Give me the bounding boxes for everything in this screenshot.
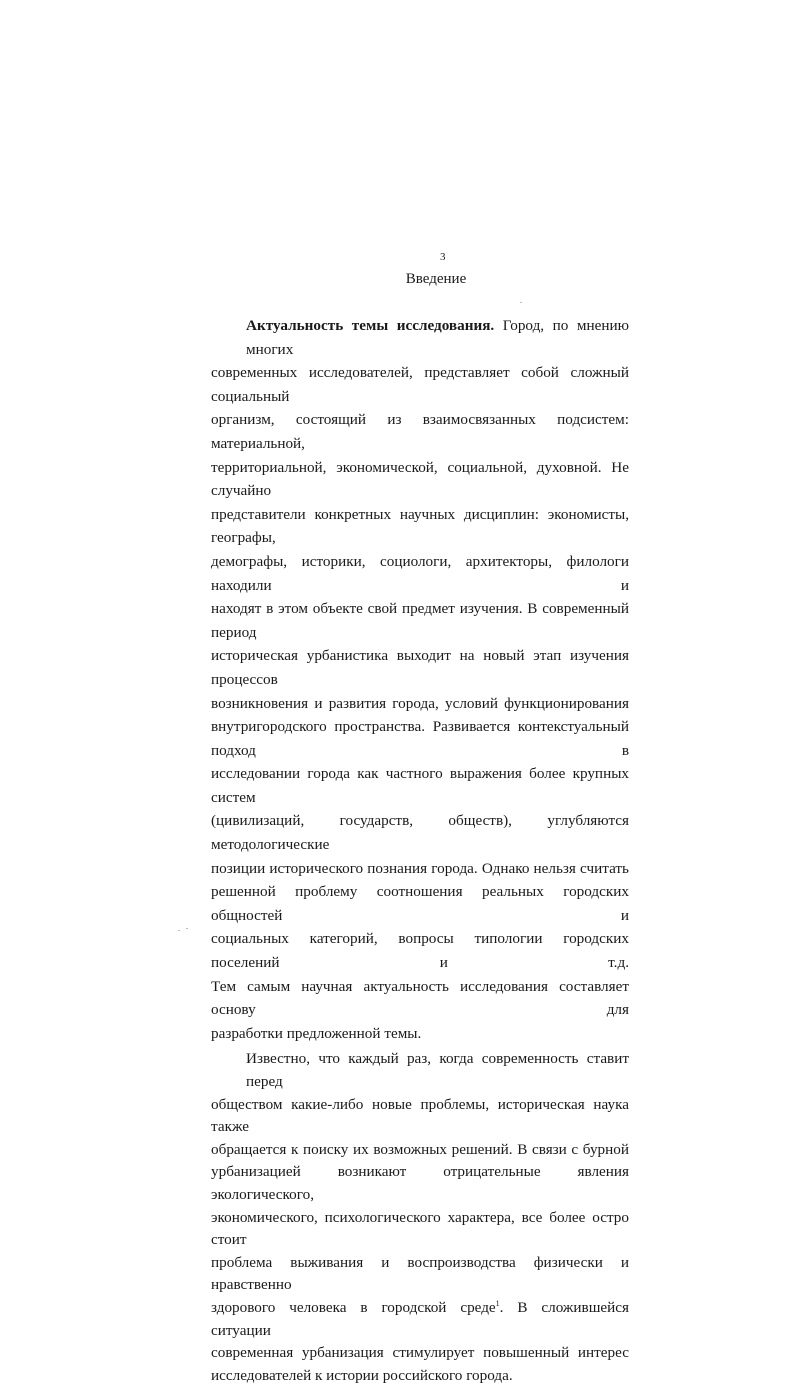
- paragraph-urbanization: [211, 1048, 629, 1387]
- text-line: [211, 1297, 629, 1342]
- page-number: 3: [440, 251, 446, 263]
- text-fragment: здорового человека в городской среде: [211, 1298, 496, 1316]
- text-line: исследователей к истории российского города.: [211, 1366, 513, 1384]
- text-line: урбанизацией возникают отрицательные явления экологического,: [211, 1163, 629, 1203]
- text-fragment: . В сложившейся ситуации: [211, 1298, 629, 1339]
- text-line: исследовании города как частного выражения более крупных систем: [211, 765, 629, 806]
- text-line: представители конкретных научных дисциплин: экономисты, географы,: [211, 505, 629, 547]
- text-line: обращается к поиску их возможных решений. В связи с бурной: [211, 1140, 629, 1158]
- text-fragment: Город, по мнению многих: [246, 317, 629, 358]
- text-line: Тем самым научная актуальность исследования составляет основу для: [211, 977, 629, 1019]
- text-line: Известно, что каждый раз, когда современность ставит перед: [246, 1050, 629, 1090]
- bold-lead: Актуальность темы исследования.: [246, 317, 495, 334]
- text-line: историческая урбанистика выходит на новый этап изучения процессов: [211, 647, 629, 688]
- text-line: возникновения и развития города, условий функционирования: [211, 694, 629, 712]
- scan-speck: [186, 928, 188, 929]
- text-line: экономического, психологического характера, все более остро стоит: [211, 1208, 629, 1249]
- text-line: позиции исторического познания города. Однако нельзя считать: [211, 859, 629, 877]
- text-line: находят в этом объекте свой предмет изучения. В современный период: [211, 600, 629, 641]
- scan-speck: [178, 930, 180, 931]
- text-line: организм, состоящий из взаимосвязанных подсистем: материальной,: [211, 411, 629, 452]
- text-line: современных исследователей, представляет собой сложный социальный: [211, 364, 629, 405]
- text-line: демографы, историки, социологи, архитекторы, филологи находили и: [211, 552, 629, 594]
- text-line: территориальной, экономической, социальной, духовной. Не случайно: [211, 458, 629, 500]
- paragraph-relevance: [211, 314, 629, 1045]
- text-line: современная урбанизация стимулирует повышенный интерес: [211, 1344, 629, 1362]
- footnote-reference[interactable]: 1: [495, 1298, 500, 1308]
- text-line: внутригородского пространства. Развивается контекстуальный подход в: [211, 718, 629, 759]
- text-line: (цивилизаций, государств, обществ), углубляются методологические: [211, 812, 629, 854]
- text-line: обществом какие-либо новые проблемы, историческая наука также: [211, 1095, 629, 1136]
- text-line: проблема выживания и воспроизводства физически и нравственно: [211, 1253, 629, 1294]
- body-text: [211, 314, 629, 1387]
- text-line: разработки предложенной темы.: [211, 1024, 422, 1042]
- text-line: [211, 314, 629, 361]
- scan-speck: [520, 302, 522, 303]
- text-line: социальных категорий, вопросы типологии городских поселений и т.д.: [211, 930, 629, 972]
- section-heading: Введение: [405, 271, 467, 287]
- text-line: решенной проблему соотношения реальных городских общностей и: [211, 883, 629, 924]
